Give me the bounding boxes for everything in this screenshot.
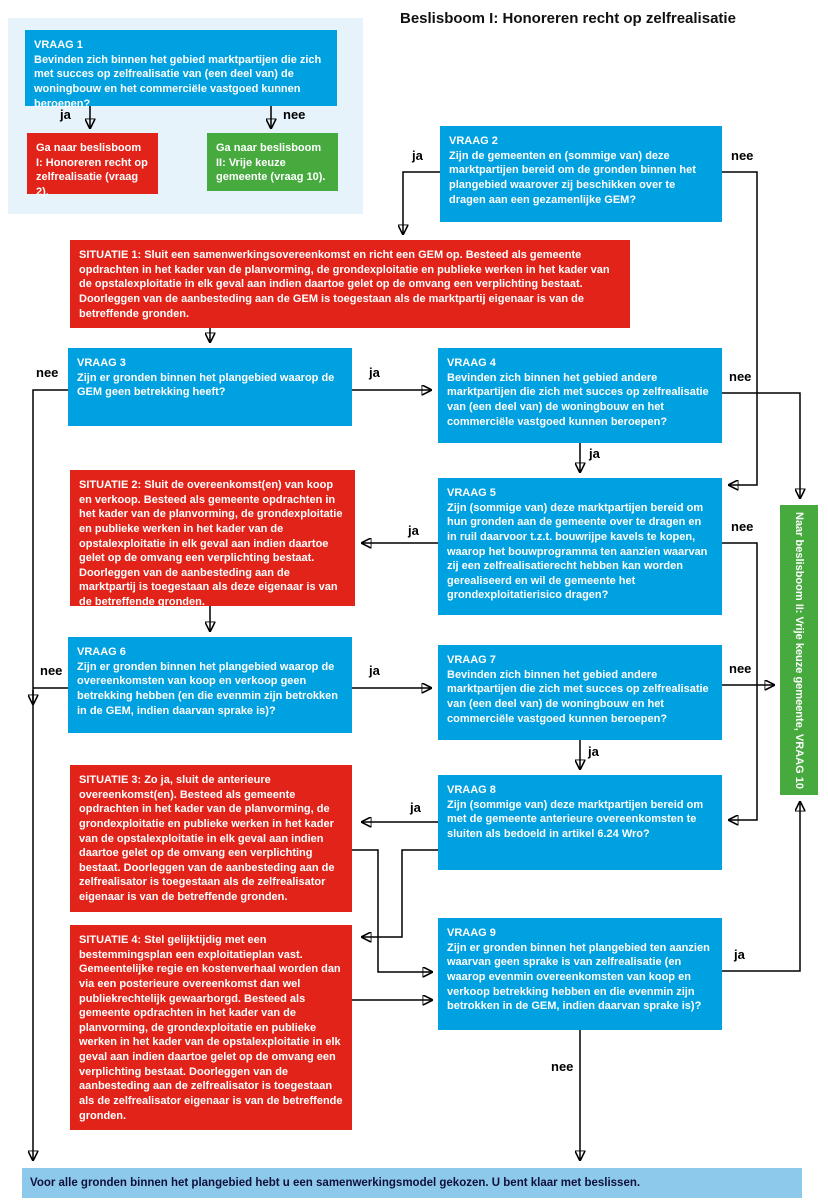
end-result-bar [22, 1168, 802, 1198]
vraag4-box [438, 348, 722, 443]
edge-label-ja-v1: ja [60, 107, 71, 122]
vraag5-text: Zijn (sommige van) deze marktpartijen bereid om hun gronden aan de gemeente over te dragen en in ruil daarvoor t.z.t. bouwrijpe kavels te kopen, waarop het bouwprogramma ten aanzien waarvan zij een zelfrealisatierecht hebben kan worden gerealiseerd en wil de gemeente het grondexploitatierisico dragen? [447, 501, 708, 602]
vraag7-heading: VRAAG 7 [447, 654, 496, 666]
vraag1-heading: VRAAG 1 [34, 39, 83, 51]
vraag5-heading: VRAAG 5 [447, 487, 496, 499]
edge-v4-nee [722, 393, 800, 498]
edge-label-nee-v9: nee [551, 1059, 574, 1074]
vraag8-heading: VRAAG 8 [447, 784, 496, 796]
edge-v6-nee [33, 688, 68, 704]
edge-s3-v9 [352, 850, 432, 972]
vraag9-heading: VRAAG 9 [447, 927, 496, 939]
vraag4-heading: VRAAG 4 [447, 357, 496, 369]
page-title: Beslisboom I: Honoreren recht op zelfrealisatie [400, 10, 736, 27]
vraag9-box [438, 918, 722, 1030]
vraag8-box [438, 775, 722, 870]
situatie3-text: SITUATIE 3: Zo ja, sluit de anterieure overeenkomst(en). Besteed als gemeente opdrachten in het kader van de planvorming, de grondexploitatie en publieke werken in het kader van de opstalexploitatie in elk geval aan indien daartoe gelet op de omvang een verplichting bestaat. Doorleggen van de aanbesteding aan de zelfrealisator is toegestaan als de zelfrealisator eigenaar is van de betreffende gronden. [79, 774, 335, 903]
edge-label-ja-v6: ja [369, 663, 380, 678]
vraag2-text: Zijn de gemeenten en (sommige van) deze marktpartijen bereid om de gronden binnen het plangebied waarover zij beschikken over te dragen aan een gezamenlijke GEM? [449, 149, 696, 206]
edge-label-ja-v4: ja [589, 446, 600, 461]
edge-v8-s4 [362, 850, 438, 937]
vraag3-heading: VRAAG 3 [77, 357, 126, 369]
edge-label-ja-v7: ja [588, 744, 599, 759]
edge-label-ja-v2: ja [412, 148, 423, 163]
situatie3-box [70, 765, 352, 912]
edge-label-ja-v5: ja [408, 523, 419, 538]
goto-beslisboom1-text: Ga naar beslisboom I: Honoreren recht op zelfrealisatie (vraag 2). [36, 142, 148, 198]
edge-v2-ja [403, 172, 440, 234]
vraag1-box [25, 30, 337, 110]
edge-label-nee-v7: nee [729, 661, 752, 676]
edge-label-nee-v2: nee [731, 148, 754, 163]
vraag7-box [438, 645, 722, 740]
edge-v3-nee [33, 390, 68, 1160]
situatie2-text: SITUATIE 2: Sluit de overeenkomst(en) van koop en verkoop. Besteed als gemeente opdrachten in het kader van de planvorming, de grondexploitatie en publieke werken in het kader van de opstalexploitatie in elk geval aan indien daartoe gelet op de omvang een verplichting bestaat. Doorleggen van de aanbesteding aan de marktpartij is toegestaan als deze eigenaar is van de betreffende gronden. [79, 479, 343, 608]
edge-v9-ja [722, 802, 800, 971]
vraag2-heading: VRAAG 2 [449, 135, 498, 147]
vraag2-box [440, 126, 722, 222]
edge-label-ja-v8: ja [410, 800, 421, 815]
vraag6-box [68, 637, 352, 733]
edge-v5-nee [722, 543, 757, 820]
vraag3-box [68, 348, 352, 426]
naar-beslisboom2-text: Naar beslisboom II: Vrije keuze gemeente, VRAAG 10 [793, 511, 805, 789]
end-result-text: Voor alle gronden binnen het plangebied hebt u een samenwerkingsmodel gekozen. U bent klaar met beslissen. [30, 1177, 641, 1189]
edge-label-ja-v9: ja [734, 947, 745, 962]
vraag5-box [438, 478, 722, 615]
vraag4-text: Bevinden zich binnen het gebied andere marktpartijen die zich met succes op zelfrealisatie van (een deel van) de woningbouw en het commerciële vastgoed kunnen beroepen? [447, 371, 709, 428]
situatie2-box [70, 470, 355, 606]
goto-beslisboom1-box [27, 133, 158, 198]
naar-beslisboom2-sidebox [780, 505, 818, 795]
edge-v2-nee [722, 172, 757, 485]
vraag8-text: Zijn (sommige van) deze marktpartijen bereid om met de gemeente anterieure overeenkomsten te sluiten als bedoeld in artikel 6.24 Wro? [447, 798, 704, 840]
vraag3-text: Zijn er gronden binnen het plangebied waarop de GEM geen betrekking heeft? [77, 371, 335, 399]
goto-beslisboom2-text: Ga naar beslisboom II: Vrije keuze gemeente (vraag 10). [216, 142, 326, 184]
situatie1-text: SITUATIE 1: Sluit een samenwerkingsovereenkomst en richt een GEM op. Besteed als gemeente opdrachten in het kader van de planvorming, de grondexploitatie en publieke werken in het kader van de opstalexploitatie in elk geval aan indien daartoe gelet op de omvang een verplichting bestaat. Doorleggen van de aanbesteding aan de GEM is toegestaan als de marktpartij eigenaar is van de betreffende gronden. [79, 249, 610, 320]
edge-label-nee-v5: nee [731, 519, 754, 534]
situatie4-box [70, 925, 352, 1130]
vraag7-text: Bevinden zich binnen het gebied andere marktpartijen die zich met succes op zelfrealisatie van (een deel van) de woningbouw en het commerciële vastgoed kunnen beroepen? [447, 668, 709, 725]
situatie4-text: SITUATIE 4: Stel gelijktijdig met een bestemmingsplan een exploitatieplan vast. Gemeentelijke regie en kostenverhaal worden dan via een posterieure overeenkomst dan wel publiekrechtelijk gewaarborgd. Besteed als gemeente opdrachten in het kader van de planvorming, de grondexploitatie en publieke werken in het kader van de opstalexploitatie in elk geval aan indien daartoe gelet op de omvang een verplichting bestaat. Doorleggen van de aanbesteding aan de zelfrealisator is toegestaan als de zelfrealisator eigenaar is van de betreffende gronden. [79, 934, 343, 1122]
vraag9-text: Zijn er gronden binnen het plangebied ten aanzien waarvan geen sprake is van zelfrealisatie (en waarop evenmin overeenkomsten van koop en verkoop betrekking hebben en die evenmin zijn betrokken in de GEM, indien daarvan sprake is)? [447, 941, 710, 1013]
vraag6-text: Zijn er gronden binnen het plangebied waarop de overeenkomsten van koop en verkoop geen betrekking hebben (en die evenmin zijn betrokken in de GEM, indien daarvan sprake is)? [77, 660, 339, 717]
goto-beslisboom2-box [207, 133, 338, 191]
vraag6-heading: VRAAG 6 [77, 646, 126, 658]
edge-label-nee-v4: nee [729, 369, 752, 384]
edge-label-ja-v3: ja [369, 365, 380, 380]
edge-label-nee-v3: nee [36, 365, 59, 380]
edge-label-nee-v6: nee [40, 663, 63, 678]
vraag1-text: Bevinden zich binnen het gebied marktpartijen die zich met succes op zelfrealisatie van (een deel van) de woningbouw en het commerciële vastgoed kunnen beroepen? [34, 53, 322, 110]
situatie1-box [70, 240, 630, 328]
edge-label-nee-v1: nee [283, 107, 306, 122]
